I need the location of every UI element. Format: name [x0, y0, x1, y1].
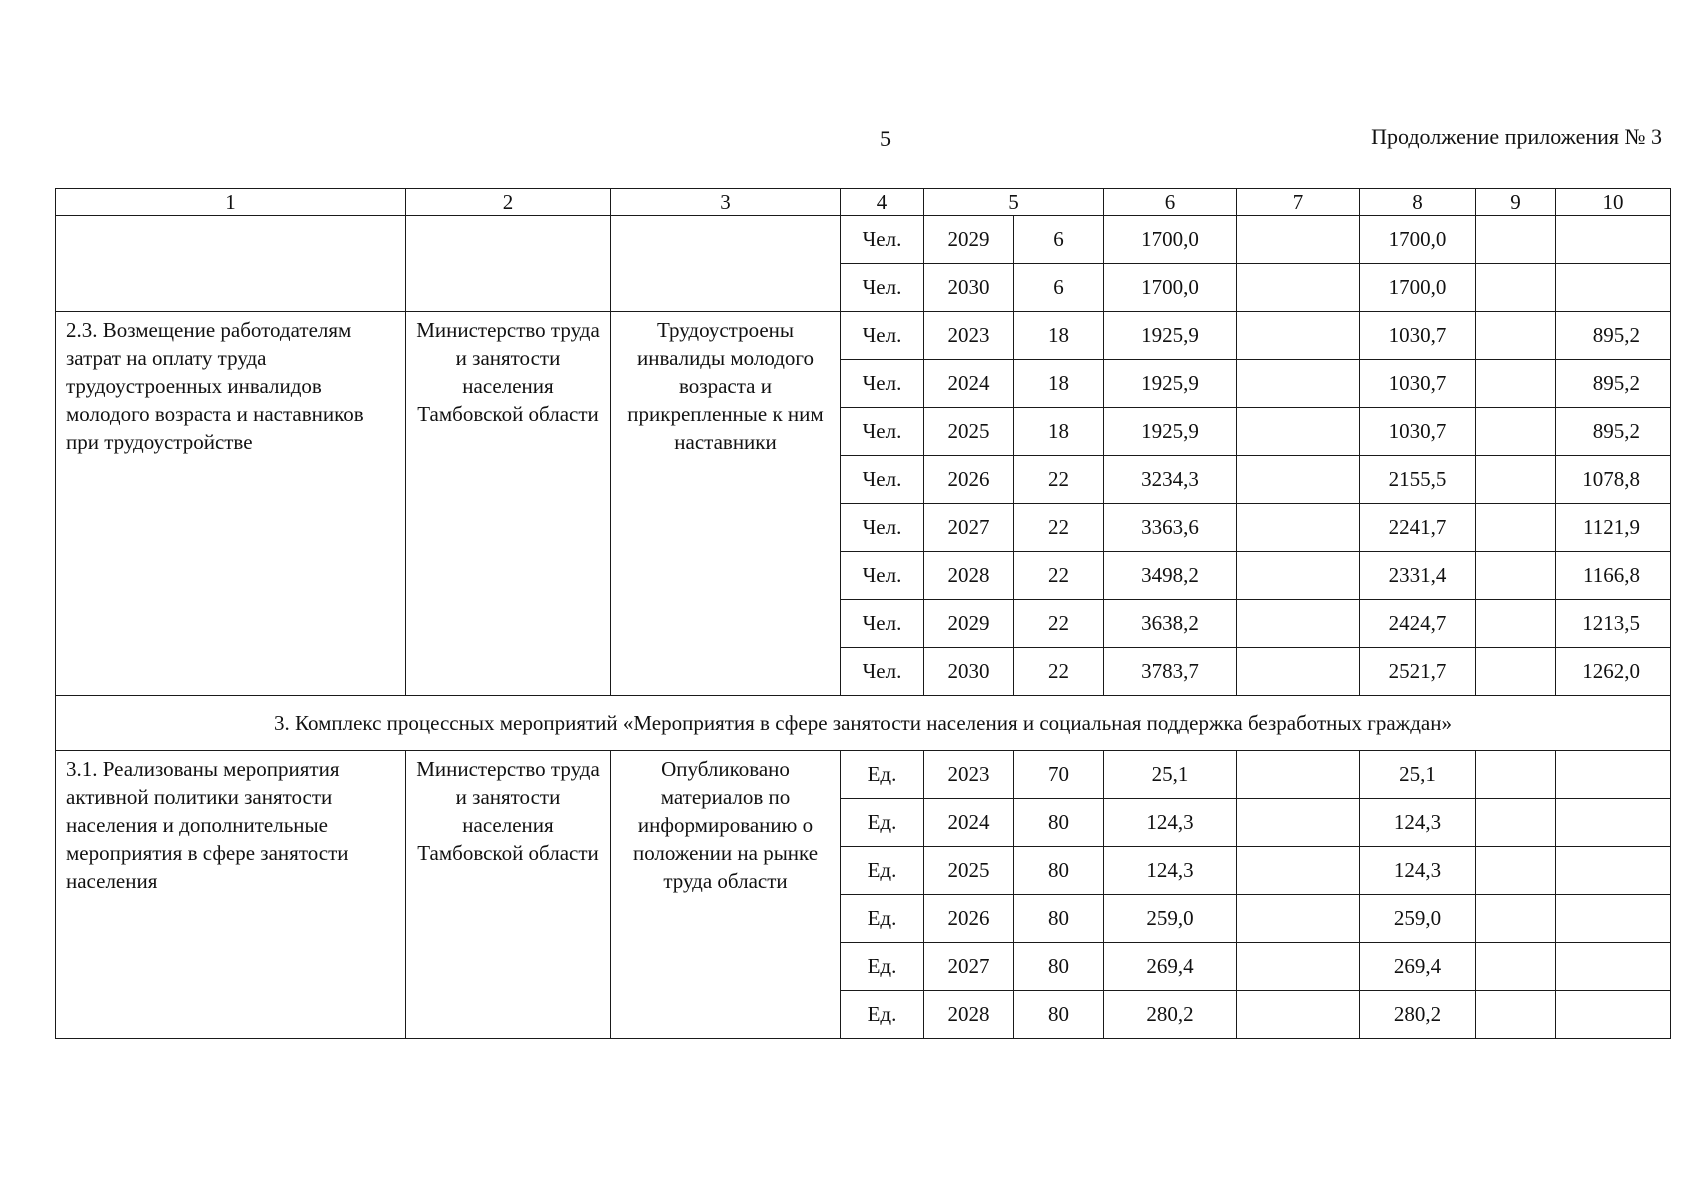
total-cell: 3234,3: [1104, 456, 1237, 504]
quantity-cell: 22: [1014, 552, 1104, 600]
unit-cell: Чел.: [841, 264, 924, 312]
section-title: 3. Комплекс процессных мероприятий «Мероприятия в сфере занятости населения и социальная поддержка безработных граждан»: [56, 696, 1671, 751]
col9-cell: [1476, 216, 1556, 264]
quantity-cell: 70: [1014, 751, 1104, 799]
table-row: [56, 216, 1671, 264]
year-cell: 2029: [924, 600, 1014, 648]
page-number: 5: [880, 126, 891, 151]
col9-cell: [1476, 751, 1556, 799]
total-cell: 1925,9: [1104, 312, 1237, 360]
quantity-cell: 22: [1014, 600, 1104, 648]
quantity-cell: 6: [1014, 264, 1104, 312]
year-cell: 2029: [924, 216, 1014, 264]
responsible-executor: Министерство труда и занятости населения Тамбовской области: [406, 312, 611, 696]
year-cell: 2030: [924, 648, 1014, 696]
col9-cell: [1476, 943, 1556, 991]
total-cell: 269,4: [1104, 943, 1237, 991]
col10-cell: 895,2: [1556, 408, 1671, 456]
col10-cell: [1556, 216, 1671, 264]
column-header: 6: [1104, 189, 1237, 216]
unit-cell: Ед.: [841, 847, 924, 895]
quantity-cell: 18: [1014, 360, 1104, 408]
total-cell: 280,2: [1104, 991, 1237, 1039]
column-header: 7: [1237, 189, 1360, 216]
measure-description: 2.3. Возмещение работодателям затрат на оплату труда трудоустроенных инвалидов молодого возраста и наставников при трудоустройстве: [56, 312, 406, 696]
col10-cell: 1121,9: [1556, 504, 1671, 552]
col7-cell: [1237, 751, 1360, 799]
column-header: 4: [841, 189, 924, 216]
total-cell: 1925,9: [1104, 408, 1237, 456]
col7-cell: [1237, 456, 1360, 504]
col10-cell: [1556, 943, 1671, 991]
col10-cell: 1213,5: [1556, 600, 1671, 648]
year-cell: 2025: [924, 847, 1014, 895]
table-row: [56, 312, 1671, 360]
col9-cell: [1476, 456, 1556, 504]
empty-cell: [406, 216, 611, 312]
total-cell: 3638,2: [1104, 600, 1237, 648]
section-row: [56, 696, 1671, 751]
total-cell: 259,0: [1104, 895, 1237, 943]
quantity-cell: 18: [1014, 312, 1104, 360]
unit-cell: Чел.: [841, 504, 924, 552]
unit-cell: Чел.: [841, 456, 924, 504]
col7-cell: [1237, 943, 1360, 991]
total-cell: 1925,9: [1104, 360, 1237, 408]
column-header: 1: [56, 189, 406, 216]
col9-cell: [1476, 648, 1556, 696]
quantity-cell: 80: [1014, 847, 1104, 895]
year-cell: 2025: [924, 408, 1014, 456]
col10-cell: [1556, 799, 1671, 847]
year-cell: 2023: [924, 751, 1014, 799]
quantity-cell: 22: [1014, 456, 1104, 504]
measure-result: Опубликовано материалов по информированию о положении на рынке труда области: [611, 751, 841, 1039]
quantity-cell: 80: [1014, 943, 1104, 991]
quantity-cell: 80: [1014, 991, 1104, 1039]
column-number-row: [56, 189, 1671, 216]
quantity-cell: 80: [1014, 895, 1104, 943]
year-cell: 2026: [924, 895, 1014, 943]
year-cell: 2030: [924, 264, 1014, 312]
col8-cell: 2521,7: [1360, 648, 1476, 696]
col10-cell: [1556, 991, 1671, 1039]
col10-cell: 895,2: [1556, 312, 1671, 360]
unit-cell: Ед.: [841, 751, 924, 799]
column-header: 5: [924, 189, 1104, 216]
unit-cell: Чел.: [841, 312, 924, 360]
col7-cell: [1237, 312, 1360, 360]
col8-cell: 25,1: [1360, 751, 1476, 799]
unit-cell: Чел.: [841, 648, 924, 696]
col7-cell: [1237, 504, 1360, 552]
col8-cell: 280,2: [1360, 991, 1476, 1039]
column-header: 9: [1476, 189, 1556, 216]
year-cell: 2028: [924, 552, 1014, 600]
col9-cell: [1476, 600, 1556, 648]
appendix-continuation-note: Продолжение приложения № 3: [1371, 124, 1662, 149]
col7-cell: [1237, 216, 1360, 264]
column-header: 3: [611, 189, 841, 216]
col8-cell: 2241,7: [1360, 504, 1476, 552]
total-cell: 3783,7: [1104, 648, 1237, 696]
col8-cell: 269,4: [1360, 943, 1476, 991]
col8-cell: 2155,5: [1360, 456, 1476, 504]
total-cell: 124,3: [1104, 799, 1237, 847]
col8-cell: 124,3: [1360, 847, 1476, 895]
total-cell: 1700,0: [1104, 216, 1237, 264]
col7-cell: [1237, 408, 1360, 456]
col10-cell: [1556, 847, 1671, 895]
col7-cell: [1237, 991, 1360, 1039]
col7-cell: [1237, 847, 1360, 895]
col9-cell: [1476, 847, 1556, 895]
col10-cell: 1166,8: [1556, 552, 1671, 600]
empty-cell: [611, 216, 841, 312]
col8-cell: 1700,0: [1360, 216, 1476, 264]
col8-cell: 1030,7: [1360, 408, 1476, 456]
quantity-cell: 6: [1014, 216, 1104, 264]
column-header: 10: [1556, 189, 1671, 216]
year-cell: 2027: [924, 504, 1014, 552]
column-header: 8: [1360, 189, 1476, 216]
responsible-executor: Министерство труда и занятости населения Тамбовской области: [406, 751, 611, 1039]
unit-cell: Чел.: [841, 552, 924, 600]
col10-cell: [1556, 895, 1671, 943]
year-cell: 2024: [924, 799, 1014, 847]
total-cell: 3498,2: [1104, 552, 1237, 600]
quantity-cell: 80: [1014, 799, 1104, 847]
col7-cell: [1237, 360, 1360, 408]
col7-cell: [1237, 895, 1360, 943]
col7-cell: [1237, 600, 1360, 648]
col7-cell: [1237, 648, 1360, 696]
col10-cell: [1556, 751, 1671, 799]
col8-cell: 124,3: [1360, 799, 1476, 847]
table-row: [56, 751, 1671, 799]
year-cell: 2027: [924, 943, 1014, 991]
unit-cell: Чел.: [841, 600, 924, 648]
unit-cell: Чел.: [841, 216, 924, 264]
col9-cell: [1476, 552, 1556, 600]
col9-cell: [1476, 312, 1556, 360]
total-cell: 1700,0: [1104, 264, 1237, 312]
col7-cell: [1237, 799, 1360, 847]
col10-cell: 1262,0: [1556, 648, 1671, 696]
quantity-cell: 22: [1014, 648, 1104, 696]
unit-cell: Ед.: [841, 991, 924, 1039]
total-cell: 3363,6: [1104, 504, 1237, 552]
unit-cell: Ед.: [841, 799, 924, 847]
col8-cell: 1030,7: [1360, 312, 1476, 360]
unit-cell: Чел.: [841, 408, 924, 456]
col9-cell: [1476, 264, 1556, 312]
col8-cell: 259,0: [1360, 895, 1476, 943]
col8-cell: 1030,7: [1360, 360, 1476, 408]
col9-cell: [1476, 408, 1556, 456]
quantity-cell: 18: [1014, 408, 1104, 456]
col9-cell: [1476, 895, 1556, 943]
col10-cell: 895,2: [1556, 360, 1671, 408]
col8-cell: 2331,4: [1360, 552, 1476, 600]
quantity-cell: 22: [1014, 504, 1104, 552]
measure-result: Трудоустроены инвалиды молодого возраста и прикрепленные к ним наставники: [611, 312, 841, 696]
year-cell: 2026: [924, 456, 1014, 504]
empty-cell: [56, 216, 406, 312]
data-table: [55, 188, 1671, 1039]
measure-description: 3.1. Реализованы мероприятия активной политики занятости населения и дополнительные мероприятия в сфере занятости населения: [56, 751, 406, 1039]
col8-cell: 2424,7: [1360, 600, 1476, 648]
col10-cell: 1078,8: [1556, 456, 1671, 504]
col9-cell: [1476, 991, 1556, 1039]
column-header: 2: [406, 189, 611, 216]
col7-cell: [1237, 552, 1360, 600]
col9-cell: [1476, 799, 1556, 847]
col9-cell: [1476, 504, 1556, 552]
unit-cell: Ед.: [841, 895, 924, 943]
col8-cell: 1700,0: [1360, 264, 1476, 312]
unit-cell: Ед.: [841, 943, 924, 991]
year-cell: 2024: [924, 360, 1014, 408]
col9-cell: [1476, 360, 1556, 408]
col10-cell: [1556, 264, 1671, 312]
year-cell: 2023: [924, 312, 1014, 360]
total-cell: 124,3: [1104, 847, 1237, 895]
col7-cell: [1237, 264, 1360, 312]
year-cell: 2028: [924, 991, 1014, 1039]
unit-cell: Чел.: [841, 360, 924, 408]
total-cell: 25,1: [1104, 751, 1237, 799]
